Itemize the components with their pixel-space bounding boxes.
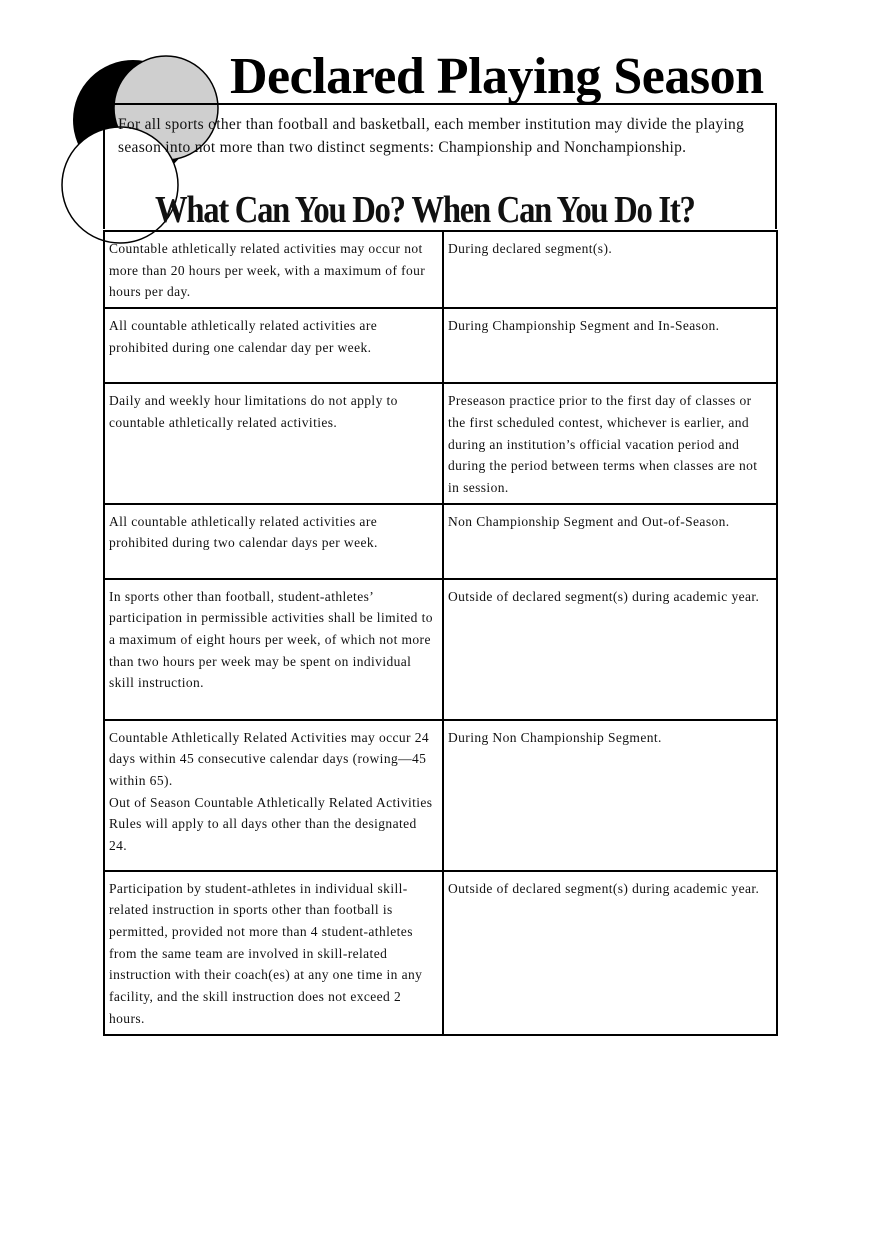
- what-cell: All countable athletically related activities are prohibited during one calendar day per week.: [104, 308, 443, 383]
- what-cell: Countable Athletically Related Activities may occur 24 days within 45 consecutive calendar days (rowing—45 within 65). Out of Season Countable Athletically Related Activities Rules will apply to all days other than the designated 24.: [104, 720, 443, 871]
- what-cell: In sports other than football, student-athletes’ participation in permissible activities shall be limited to a maximum of eight hours per week, of which not more than two hours per week may be spent on individual skill instruction.: [104, 579, 443, 720]
- when-cell: During Championship Segment and In-Season.: [443, 308, 777, 383]
- when-cell: Outside of declared segment(s) during academic year.: [443, 871, 777, 1035]
- table-row: [104, 308, 777, 383]
- column-subheading: [155, 186, 695, 234]
- when-cell: Outside of declared segment(s) during academic year.: [443, 579, 777, 720]
- rules-table: [103, 230, 778, 1036]
- page-title: Declared Playing Season: [230, 48, 764, 105]
- when-cell: During declared segment(s).: [443, 231, 777, 308]
- table-row: [104, 231, 777, 308]
- table-row: [104, 504, 777, 579]
- column-what-heading: What Can You Do?: [155, 189, 405, 231]
- what-cell: Participation by student-athletes in individual skill-related instruction in sports other than football is permitted, provided not more than 4 student-athletes from the same team are involved in skill-related instruction with their coach(es) at any one time in any facility, and the skill instruction does not exceed 2 hours.: [104, 871, 443, 1035]
- column-when-heading: When Can You Do It?: [411, 189, 695, 231]
- what-cell: Daily and weekly hour limitations do not apply to countable athletically related activities.: [104, 383, 443, 504]
- table-row: [104, 383, 777, 504]
- what-cell: Countable athletically related activities may occur not more than 20 hours per week, with a maximum of four hours per day.: [104, 231, 443, 308]
- intro-text: For all sports other than football and basketball, each member institution may divide the playing season into not more than two distinct segments: Championship and Nonchampionship.: [118, 116, 745, 156]
- table-row: [104, 579, 777, 720]
- table-row: [104, 720, 777, 871]
- when-cell: Non Championship Segment and Out-of-Season.: [443, 504, 777, 579]
- what-cell: All countable athletically related activities are prohibited during two calendar days per week.: [104, 504, 443, 579]
- when-cell: Preseason practice prior to the first day of classes or the first scheduled contest, whichever is earlier, and during an institution’s official vacation period and during the period between terms when classes are not in session.: [443, 383, 777, 504]
- table-row: [104, 871, 777, 1035]
- when-cell: During Non Championship Segment.: [443, 720, 777, 871]
